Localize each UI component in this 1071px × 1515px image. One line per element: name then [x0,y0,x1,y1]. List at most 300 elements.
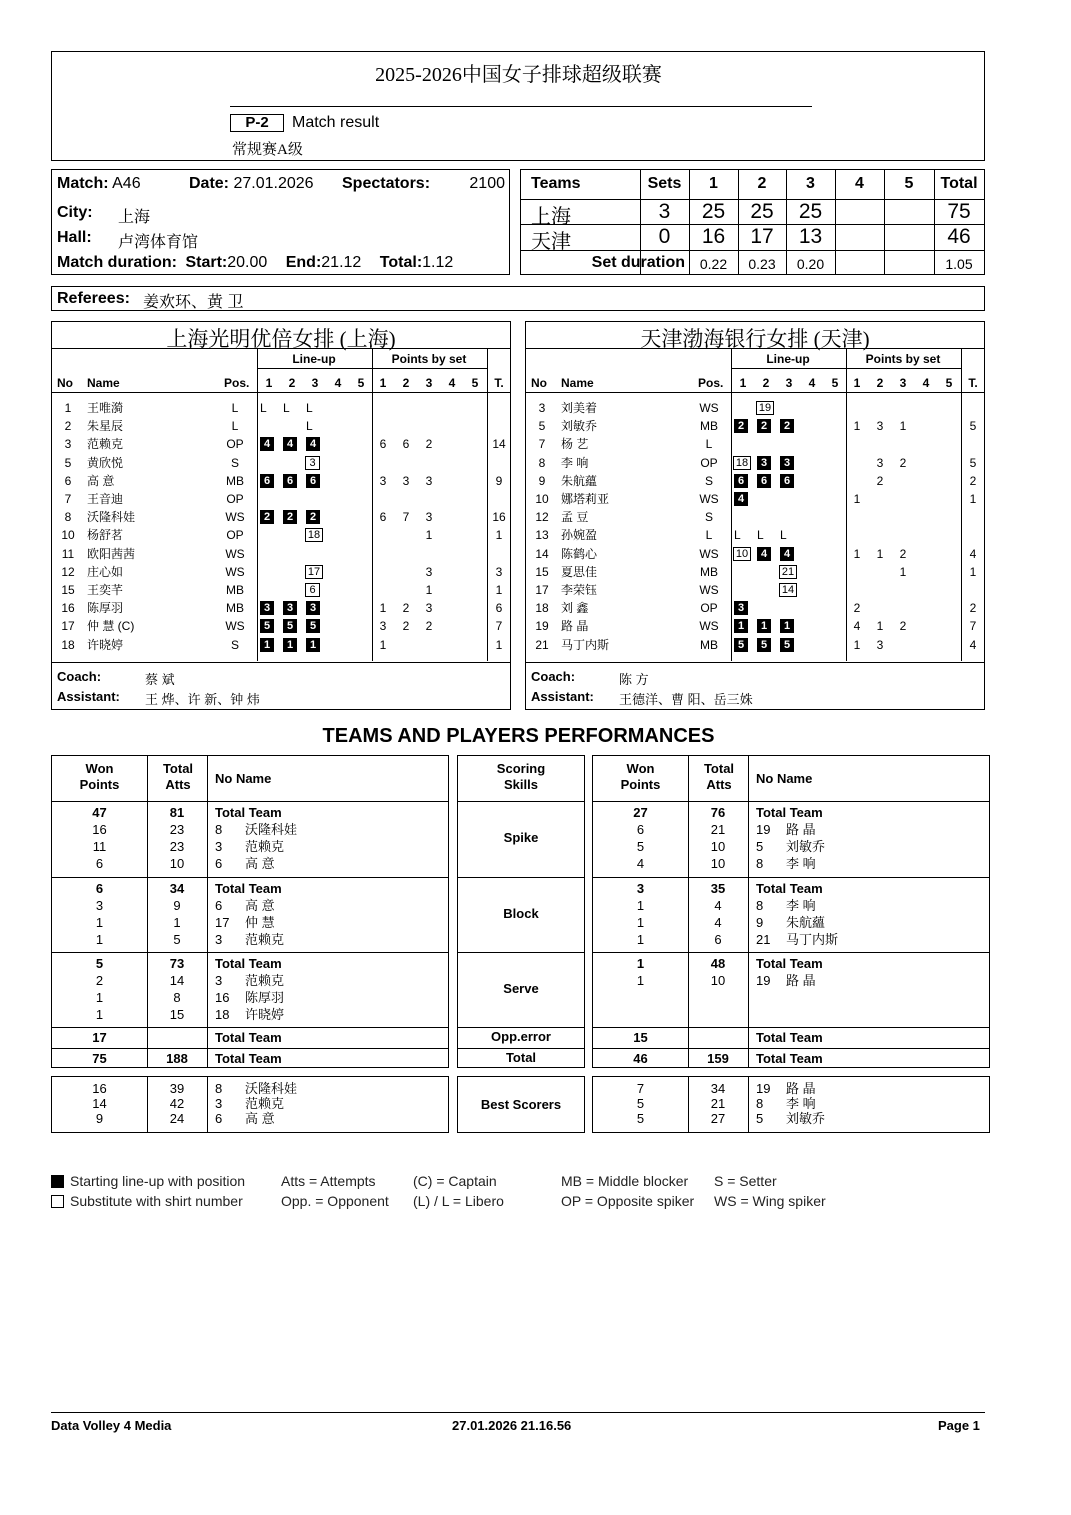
player-row [52,563,510,581]
perf-hline [52,877,448,878]
duration-line [57,254,453,272]
player-no: 19 [535,619,549,634]
player-name: 陈厚羽 [87,601,124,616]
lineup-start-position: 4 [757,547,771,561]
spectators-line [342,175,505,193]
points-total: 1 [495,583,503,597]
coach-label: Coach: [531,669,576,684]
player-name: 许晓婷 [87,637,124,652]
best-atts: 24 [169,1111,185,1126]
total-atts: 15 [169,1007,185,1022]
lineup-start-position: 3 [780,456,794,470]
player-name: 沃隆科娃 [87,510,136,525]
best-away-table [592,1076,990,1133]
player-pos: WS [225,564,245,579]
col-points-3: 3 [425,376,433,390]
lineup-start-position: 4 [780,547,794,561]
roster-hline [526,662,984,663]
player-no: 17 [215,915,230,930]
player-name: 刘美着 [561,401,598,415]
player-name: 范赖克 [245,932,285,947]
player-row [52,636,510,654]
col-lineup-3: 3 [785,376,793,390]
score-header-2: 1 [709,175,718,192]
best-name: 刘敏乔 [786,1111,826,1126]
lineup-substitute: 6 [305,583,320,597]
score-cell-total: 75 [947,200,971,223]
score-cell-sets: 0 [658,225,671,248]
total-atts: 34 [169,881,185,896]
player-pos: L [705,437,713,452]
match-date: 27.01.2026 [233,175,314,192]
won-points: 1 [95,990,104,1005]
best-won: 7 [636,1081,645,1096]
spectators-count: 2100 [469,175,505,192]
player-name: Total Team [756,956,823,971]
player-name: 王奕芊 [87,583,124,597]
perf-hline [593,801,989,802]
player-name: 李 响 [786,898,816,913]
player-no: 16 [215,990,230,1005]
lineup-start-position: 6 [757,474,771,488]
lineup-start-position: 6 [260,474,274,488]
league-title: 2025-2026中国女子排球超级联赛 [375,64,662,86]
points-total: 7 [969,619,977,634]
player-row [52,545,510,563]
won-points: 6 [636,822,645,837]
player-no: 11 [61,546,75,561]
player-row [52,472,510,490]
lineup-substitute: 18 [733,456,751,470]
total-label: Total: [379,254,423,271]
player-row [52,526,510,544]
perf-away-table [592,755,990,1068]
lineup-start-position: 4 [306,437,320,451]
points-total: 1 [969,564,977,579]
player-pos: OP [226,437,244,452]
col-lineup-3: 3 [311,376,319,390]
player-pos: WS [699,619,719,634]
points-set-3: 2 [899,546,907,561]
player-no: 3 [64,437,72,452]
player-name: 娜塔莉亚 [561,492,610,506]
player-pos: S [230,455,239,470]
best-atts: 21 [710,1096,726,1111]
roster-hline [52,348,510,349]
match-label: Match: [57,175,109,192]
player-pos: OP [226,492,244,506]
header-atts: Total Atts [162,761,194,792]
score-header-5: 4 [855,175,864,192]
lineup-start-position: 6 [283,474,297,488]
lineup-start-position: 3 [734,601,748,615]
roster-hline [52,662,510,663]
score-team-name: 天津 [531,231,571,253]
best-no: 3 [215,1096,223,1111]
points-set-3: 2 [899,619,907,634]
col-points-2: 2 [876,376,884,390]
player-row [52,490,510,508]
footer-timestamp: 27.01.2026 21.16.56 [452,1418,572,1433]
player-row [52,435,510,453]
assistant-names: 王德洋、曹 阳、岳三姝 [619,692,753,707]
player-name: 陈厚羽 [245,990,285,1005]
points-set-2: 3 [876,637,884,652]
player-no: 5 [64,455,72,470]
player-name: 许晓婷 [245,1007,285,1022]
player-no: 7 [64,492,72,506]
col-lineup-5: 5 [831,376,839,390]
score-cell-total: 46 [947,225,971,248]
referees-box [51,286,985,311]
perf-hline [458,801,584,802]
col-points-3: 3 [899,376,907,390]
points-set-3: 3 [425,510,433,525]
best-name: 沃隆科娃 [245,1081,298,1096]
player-row [526,581,984,599]
player-no: 21 [756,932,771,947]
player-no: 8 [756,898,764,913]
total-atts: 48 [710,956,726,971]
match-id: A46 [112,175,141,192]
perf-hline [458,952,584,953]
player-pos: WS [699,401,719,415]
lineup-substitute: 21 [779,565,797,579]
player-no: 18 [535,601,549,616]
points-set-2: 7 [402,510,410,525]
score-header-3: 2 [757,175,767,192]
won-points: 1 [95,932,104,947]
won-points: 3 [95,898,104,913]
assistant-label: Assistant: [531,689,594,704]
player-pos: OP [700,455,718,470]
player-row [526,636,984,654]
player-row [526,508,984,526]
assistant-names: 王 烨、许 新、钟 炜 [145,692,260,707]
player-no: 10 [535,492,549,506]
coach-name: 蔡 斌 [145,672,175,687]
player-no: 9 [538,473,546,488]
won-points: 47 [92,805,107,820]
player-row [52,454,510,472]
player-name: 李荣钰 [561,583,598,597]
points-set-3: 2 [425,619,433,634]
points-set-3: 3 [425,601,433,616]
performances-heading: TEAMS AND PLAYERS PERFORMANCES [322,725,715,747]
col-points-4: 4 [922,376,930,390]
player-row [526,417,984,435]
score-cell-sets: 3 [658,200,671,223]
hall-label: Hall: [57,229,92,246]
player-name: 杨 艺 [561,437,589,452]
points-set-2: 3 [876,419,884,434]
player-pos: MB [700,419,718,434]
best-won: 14 [92,1096,107,1111]
coach-label: Coach: [57,669,102,684]
lineup-start-position: 1 [780,619,794,633]
won-points: 6 [95,856,104,871]
perf-vline [748,1077,749,1132]
roster-hline [526,348,984,349]
player-no: 5 [756,839,764,854]
lineup-start-position: 5 [780,638,794,652]
away-roster [525,321,985,710]
referees-label: Referees: [57,290,130,307]
total-atts: 73 [169,956,185,971]
lineup-start-position: 2 [734,419,748,433]
lineup-start-position: 4 [260,437,274,451]
player-name: 高 意 [87,473,115,488]
team-label: Total Team [215,1030,282,1045]
lineup-start-position: 5 [306,619,320,633]
points-set-2: 1 [876,546,884,561]
won-points: 1 [95,915,104,930]
best-atts: 27 [710,1111,726,1126]
skill-spike: Spike [503,830,539,845]
player-no: 6 [215,898,223,913]
total-atts: 6 [714,932,722,947]
points-set-2: 3 [402,473,410,488]
points-set-1: 6 [379,437,387,452]
total-atts: 188 [166,1051,188,1066]
team-label: Total Team [756,1051,823,1066]
player-pos: MB [226,601,244,616]
score-grid-hline [521,250,984,251]
player-name: 孟 豆 [561,510,589,525]
col-points-5: 5 [471,376,479,390]
lineup-start-position: 2 [260,510,274,524]
won-points: 17 [92,1030,107,1045]
player-pos: WS [225,510,245,525]
score-header-7: Total [940,175,978,192]
best-no: 19 [756,1081,771,1096]
player-name: 陈鹤心 [561,546,598,561]
player-no: 18 [61,637,75,652]
col-lineup-4: 4 [808,376,816,390]
player-name: 仲 慧 [245,915,275,930]
player-no: 15 [535,564,549,579]
roster-hline [526,392,984,393]
best-atts: 42 [169,1096,185,1111]
player-name: 孙婉盈 [561,528,598,543]
lineup-start-position: 3 [283,601,297,615]
player-name: 庄心如 [87,564,124,579]
player-no: 3 [215,839,223,854]
best-atts: 39 [169,1081,185,1096]
player-pos: S [704,473,713,488]
player-pos: L [705,528,713,543]
legend-item: (L) / L = Libero [413,1193,504,1209]
player-no: 1 [64,401,72,415]
player-no: 9 [756,915,764,930]
player-name: 沃隆科娃 [245,822,298,837]
player-no: 13 [535,528,549,543]
footer-left: Data Volley 4 Media [51,1418,172,1433]
total-atts: 23 [169,839,185,854]
points-set-1: 3 [379,619,387,634]
best-won: 5 [636,1111,645,1126]
points-total: 1 [495,528,503,543]
header-won: Won Points [79,761,120,792]
score-header-4: 3 [806,175,815,192]
best-no: 5 [756,1111,764,1126]
player-pos: OP [700,601,718,616]
player-no: 17 [535,583,549,597]
points-total: 1 [969,492,977,506]
score-header-0: Teams [531,175,581,192]
perf-hline [52,1027,448,1028]
won-points: 3 [636,881,645,896]
player-pos: MB [226,583,244,597]
col-points-5: 5 [945,376,953,390]
points-set-1: 1 [379,601,387,616]
won-points: 11 [92,839,107,854]
col-no: No [531,376,547,390]
date-line [189,175,314,193]
points-header: Points by set [865,352,941,366]
points-set-3: 1 [899,419,907,434]
skill-serve: Serve [503,980,539,996]
player-name: 路 晶 [561,619,589,634]
total-atts: 4 [714,898,722,913]
points-set-2: 6 [402,437,410,452]
perf-hline [52,801,448,802]
player-row [52,599,510,617]
legend-item: Opp. = Opponent [281,1193,389,1209]
lineup-start-position: 2 [306,510,320,524]
won-points: 5 [95,956,104,971]
player-no: 3 [538,401,546,415]
points-total: 1 [495,637,503,652]
header-box [51,51,985,161]
points-header: Points by set [391,352,467,366]
player-name: 范赖克 [87,437,124,452]
player-name: 范赖克 [245,839,285,854]
header-atts: Total Atts [703,761,735,792]
player-no: 3 [215,973,223,988]
player-pos: WS [699,546,719,561]
points-set-2: 2 [402,601,410,616]
col-lineup-5: 5 [357,376,365,390]
lineup-start-position: 2 [780,419,794,433]
player-no: 17 [61,619,75,634]
player-row [526,563,984,581]
lineup-start-position: 1 [757,619,771,633]
col-points-1: 1 [379,376,387,390]
points-set-1: 6 [379,510,387,525]
player-no: 2 [64,419,72,434]
home-roster [51,321,511,710]
player-row [526,472,984,490]
player-name: 朱航蘊 [786,915,826,930]
lineup-start-position: 1 [260,638,274,652]
lineup-libero: L [260,401,267,415]
legend-item: MB = Middle blocker [561,1173,689,1189]
player-pos: WS [225,619,245,634]
perf-hline [458,1048,584,1049]
score-cell-s3: 13 [798,225,823,248]
lineup-start-position: 5 [260,619,274,633]
player-name: Total Team [215,956,282,971]
duration-label: Match duration: [57,254,177,271]
lineup-substitute: 18 [305,528,323,542]
won-points: 1 [636,932,645,947]
lineup-libero: L [780,528,787,543]
points-set-1: 1 [853,492,861,506]
header-won: Won Points [620,761,661,792]
best-won: 16 [92,1081,107,1096]
score-box [520,169,985,275]
lineup-substitute: 14 [779,583,797,597]
perf-home-table [51,755,449,1068]
player-name: 路 晶 [786,973,816,988]
player-name: 刘 鑫 [561,601,589,616]
total-atts: 10 [710,973,726,988]
player-no: 12 [535,510,549,525]
col-points-4: 4 [448,376,456,390]
score-cell-s3: 25 [798,200,823,223]
skill-opp-error: Opp.error [491,1029,551,1044]
score-cell-s2: 25 [750,200,774,223]
points-total: 5 [969,455,977,470]
total-atts: 5 [173,932,181,947]
player-no: 3 [215,932,223,947]
match-info-box [51,169,510,275]
best-no: 6 [215,1111,223,1126]
player-name: 范赖克 [245,973,285,988]
legend-substitute: Substitute with shirt number [51,1193,243,1209]
lineup-start-position: 1 [734,619,748,633]
match-category: 常规赛A级 [232,142,303,158]
col-name: Name [561,376,594,390]
player-name: 杨舒茗 [87,528,124,543]
points-total: 9 [495,473,503,488]
best-atts: 34 [710,1081,726,1096]
roster-title: 天津渤海银行女排 (天津) [640,327,870,351]
perf-skill-table [457,755,585,1068]
points-set-1: 1 [853,546,861,561]
lineup-start-position: 5 [757,638,771,652]
total-atts: 81 [169,805,185,820]
lineup-substitute: 10 [733,547,751,561]
lineup-libero: L [734,528,741,543]
player-no: 8 [64,510,72,525]
lineup-libero: L [306,419,313,434]
player-no: 8 [538,455,546,470]
player-row [52,508,510,526]
total-atts: 9 [173,898,181,913]
perf-hline [593,1048,989,1049]
points-total: 6 [495,601,503,616]
lineup-start-position: 1 [283,638,297,652]
lineup-start-position: 2 [283,510,297,524]
total-atts: 23 [169,822,185,837]
lineup-libero: L [283,401,290,415]
lineup-start-position: 6 [734,474,748,488]
player-name: 李 响 [561,455,589,470]
player-name: 朱航蘊 [561,473,598,488]
total-atts: 1 [173,915,181,930]
best-won: 5 [636,1096,645,1111]
player-name: 马丁内斯 [561,637,610,652]
perf-vline [207,756,208,1067]
player-name: 高 意 [245,856,275,871]
roster-hline [52,392,510,393]
lineup-libero: L [757,528,764,543]
best-skill-box [457,1076,585,1133]
legend-item: WS = Wing spiker [714,1193,826,1209]
total-atts: 4 [714,915,722,930]
